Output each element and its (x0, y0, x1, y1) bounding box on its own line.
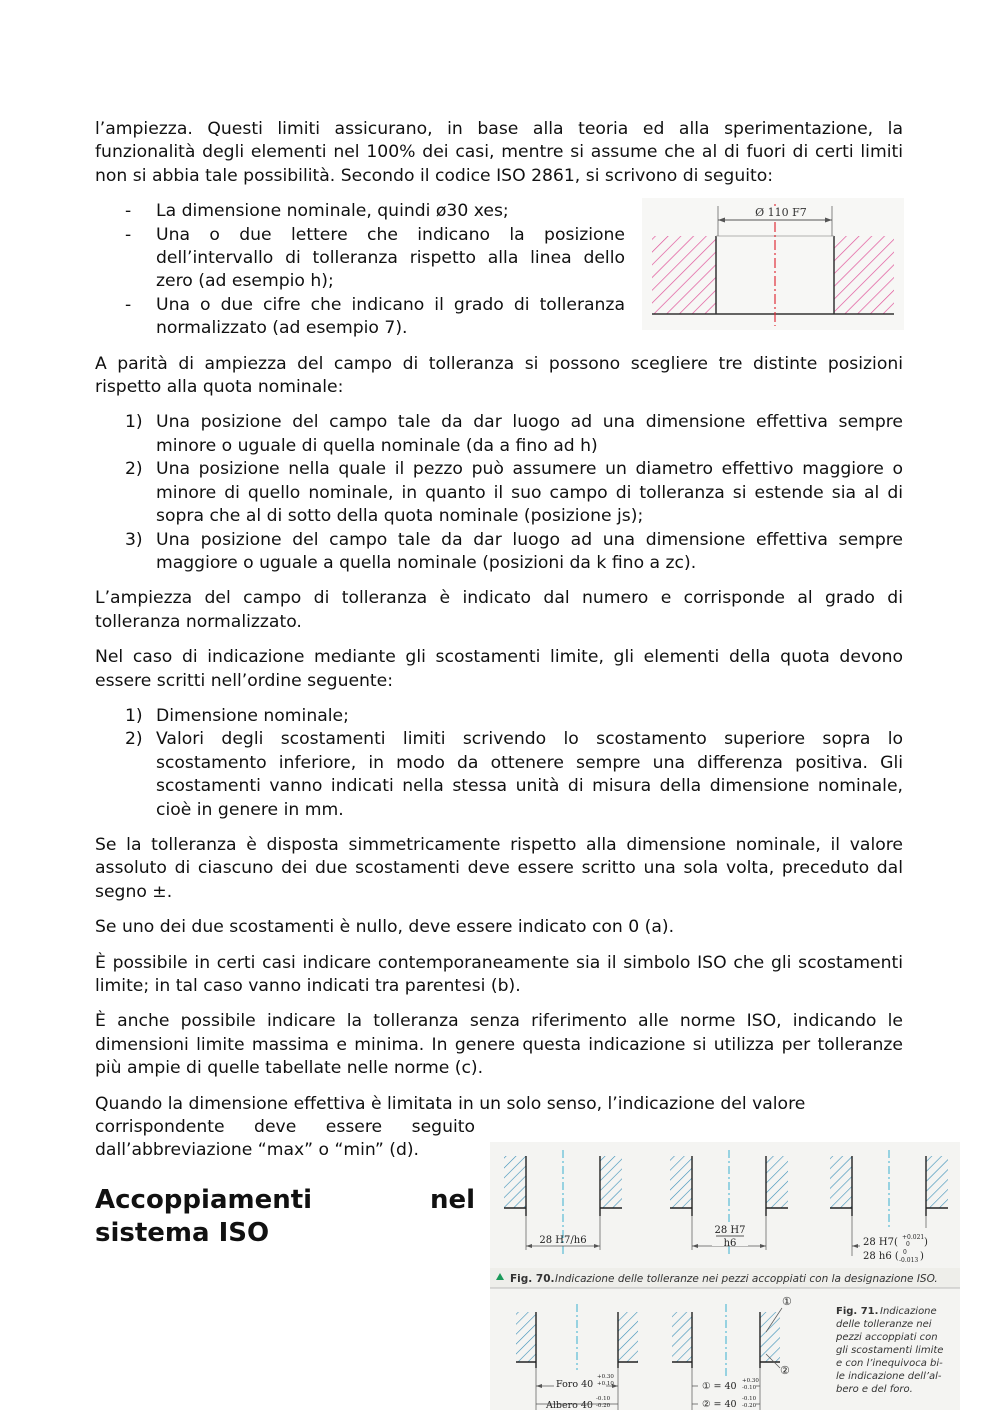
fig70-drawing-c (830, 1150, 948, 1264)
heading-line2: sistema ISO (95, 1218, 270, 1248)
fig71-eq2-sup: -0.10 (742, 1396, 757, 1402)
list-item (95, 458, 903, 528)
fig70-label-c2: 28 h6 ( (863, 1251, 899, 1262)
fig70-label-a: 28 H7/h6 (539, 1235, 587, 1246)
fig70-drawing-b (670, 1150, 788, 1254)
list-number: 1) (125, 412, 143, 433)
fig71-eq1: ① = 40 (702, 1381, 737, 1392)
list-item (95, 529, 903, 576)
fig71-caption-line: Indicazione (880, 1306, 937, 1317)
fig71-eq1-sub: -0.10 (742, 1385, 757, 1391)
fig70-label-c2-sup: 0 (903, 1249, 907, 1256)
fig70-caption-text: Indicazione delle tolleranze nei pezzi accoppiati con la designazione ISO. (555, 1273, 938, 1285)
list-item (95, 728, 903, 822)
right-wall-hatch (834, 236, 894, 314)
heading-word: Accoppiamenti (95, 1185, 313, 1215)
fig70-label-b-num: 28 H7 (714, 1225, 746, 1236)
fig71-caption-line: gli scostamenti limite (836, 1345, 944, 1356)
limit-dimensions-paragraph: È anche possibile indicare la tolleranza senza riferimento alle norme ISO, indicando le dimensioni limite massima e minima. In genere questa indicazione si utilizza per tolleranze più ampie di quelle tabellate nelle norme (c). (95, 1011, 903, 1079)
max-min-paragraph-rest: corrispondente deve essere seguito dall’abbreviazione “max” o “min” (d). (95, 1117, 475, 1161)
fig70-label-c2-sub: -0.013 (899, 1257, 919, 1264)
iso-notation-list (95, 200, 625, 340)
list-number: 3) (125, 529, 143, 550)
list-number: 2) (125, 729, 143, 750)
order-paragraph: Nel caso di indicazione mediante gli scostamenti limite, gli elementi della quota devono essere scritti nell’ordine seguente: (95, 647, 903, 691)
amplitude-paragraph: L’ampiezza del campo di tolleranza è indicato dal numero e corrisponde al grado di tolleranza normalizzato. (95, 588, 903, 632)
fig70-label-c1-sub: 0 (906, 1241, 910, 1248)
fig70-caption-num: Fig. 70. (510, 1273, 555, 1285)
list-item: - La dimensione nominale, quindi ø30 xes; (95, 200, 625, 223)
fig71-callout-1: ① (782, 1295, 792, 1308)
positions-paragraph: A parità di ampiezza del campo di tolleranza si possono scegliere tre distinte posizioni rispetto alla quota nominale: (95, 353, 903, 398)
coupling-figures (490, 1142, 960, 1410)
paren: ) (924, 1237, 928, 1248)
fig71-foro-sub: +0.10 (597, 1381, 614, 1387)
fig71-caption-line: le indicazione dell’al- (836, 1371, 942, 1382)
fig71-caption-line: e con l’inequivoca bi- (836, 1358, 943, 1369)
fig71-foro-sup: +0.30 (597, 1374, 614, 1380)
coupling-drawings (490, 1142, 960, 1410)
fig70-label-c1: 28 H7( (863, 1237, 898, 1248)
heading-word: nel (429, 1185, 475, 1215)
fig71-drawing-left (516, 1304, 638, 1410)
hole-drawing (642, 198, 904, 330)
symmetric-paragraph: Se la tolleranza è disposta simmetricamente rispetto alla dimensione nominale, il valore assoluto di ciascuno dei due scostamenti deve essere scritto una sola volta, preceduto dal segno ±. (95, 834, 903, 902)
hole-tolerance-figure (642, 198, 904, 330)
paren: ) (920, 1251, 924, 1262)
fig71-caption (835, 1306, 943, 1395)
list-item (95, 705, 903, 728)
list-item: - Una o due cifre che indicano il grado di tolleranza normalizzato (ad esempio 7). (95, 294, 625, 341)
fig71-foro-label: Foro 40 (556, 1379, 594, 1390)
both-notation-paragraph: È possibile in certi casi indicare contemporaneamente sia il simbolo ISO che gli scostamenti limite; in tal caso vanno indicati tra parentesi (b). (95, 952, 903, 996)
list-number: 1) (125, 705, 143, 726)
fig71-eq2-sub: -0.20 (742, 1403, 757, 1409)
intro-paragraph: l’ampiezza. Questi limiti assicurano, in base alla teoria ed alla sperimentazione, la funzionalità degli elementi nel 100% dei casi, mentre si assume che al di fuori di certi limiti non si abbia tale possibilità. Secondo il codice ISO 2861, si scrivono di seguito: (95, 119, 903, 186)
fig71-eq1-sup: +0.30 (742, 1378, 759, 1384)
fig71-caption-line: pezzi accoppiati con (836, 1332, 938, 1343)
dimension-label: Ø 110 F7 (755, 206, 807, 219)
list-text: Dimensione nominale; (156, 705, 349, 726)
list-number: 2) (125, 459, 143, 480)
list-text: Una posizione nella quale il pezzo può assumere un diametro effettivo maggiore o minore di quello nominale, in quanto il suo campo di tolleranza si estende sia al di sopra che al di sotto della quota nominale (posizione js); (156, 459, 903, 527)
fig71-albero-sup: -0.10 (596, 1396, 611, 1402)
list-item (95, 411, 903, 458)
fig71-drawing-right (672, 1295, 792, 1410)
list-text: Una posizione del campo tale da dar luogo ad una dimensione effettiva sempre minore o uguale di quella nominale (da a fino ad h) (156, 412, 903, 456)
fig71-caption-line: bero e del foro. (836, 1384, 913, 1395)
fig70-drawing-a (504, 1150, 622, 1254)
fig71-caption-line: delle tolleranze nei (836, 1319, 932, 1330)
fig70-label-c1-sup: +0.021 (902, 1234, 925, 1241)
fig70-label-b-den: h6 (723, 1238, 737, 1249)
fig71-callout-2: ② (780, 1364, 790, 1377)
list-text: Valori degli scostamenti limiti scrivendo lo scostamento superiore sopra lo scostamento inferiore, in modo da ottenere sempre una differenza positiva. Gli scostamenti vanno indicati nella stessa unità di misura della dimensione nominale, cioè in genere in mm. (156, 729, 903, 820)
fig71-albero-sub: -0.20 (596, 1403, 611, 1409)
null-deviation-paragraph: Se uno dei due scostamenti è nullo, deve essere indicato con 0 (a). (95, 917, 675, 938)
positions-list (95, 411, 903, 575)
fig71-eq2: ② = 40 (702, 1399, 737, 1410)
fig71-caption-num: Fig. 71. (836, 1306, 879, 1317)
left-wall-hatch (652, 236, 716, 314)
max-min-paragraph-line1: Quando la dimensione effettiva è limitata in un solo senso, l’indicazione del valore (95, 1093, 806, 1114)
order-list (95, 705, 903, 822)
fig71-albero-label: Albero 40 (546, 1400, 593, 1410)
section-heading (95, 1184, 475, 1250)
list-item: - Una o due lettere che indicano la posizione dell’intervallo di tolleranza rispetto alla linea dello zero (ad esempio h); (95, 224, 625, 294)
list-text: Una posizione del campo tale da dar luogo ad una dimensione effettiva sempre maggiore o uguale a quella nominale (posizioni da k fino a zc). (156, 529, 903, 573)
